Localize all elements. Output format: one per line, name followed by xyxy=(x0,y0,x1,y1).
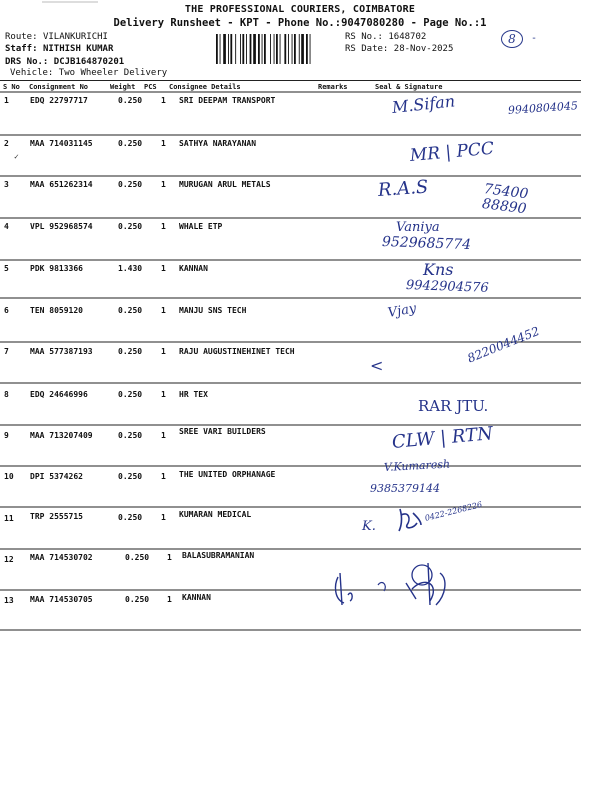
row-10-pcs: 1 xyxy=(161,472,166,481)
row-1-signature: M.Sifan xyxy=(391,91,456,117)
row-13-weight: 0.250 xyxy=(125,595,150,604)
row-6-consignment: TEN 8059120 xyxy=(30,306,83,315)
row-4-pcs: 1 xyxy=(161,222,166,231)
row-2-pcs: 1 xyxy=(161,139,166,148)
row-5-consignment: PDK 9813366 xyxy=(30,264,83,273)
row-4-weight: 0.250 xyxy=(118,222,143,231)
rs-no-value: 1648702 xyxy=(388,32,427,42)
vehicle-label: Vehicle: xyxy=(10,68,54,78)
row-7-signature: < xyxy=(370,356,384,375)
top-smudge xyxy=(40,0,100,6)
row-8-pcs: 1 xyxy=(161,390,166,399)
row-11-scribble xyxy=(395,505,425,533)
row-11-consignee: KUMARAN MEDICAL xyxy=(179,510,252,519)
row-3-consignee: MURUGAN ARUL METALS xyxy=(179,180,271,189)
vehicle-value: Two Wheeler Delivery xyxy=(58,68,168,78)
row-6-pcs: 1 xyxy=(161,306,166,315)
row-1-consignee: SRI DEEPAM TRANSPORT xyxy=(179,96,276,105)
row-4-consignment: VPL 952968574 xyxy=(30,222,93,231)
row-3-weight: 0.250 xyxy=(118,180,143,189)
row-4-sno: 4 xyxy=(4,222,9,231)
row-9-sno: 9 xyxy=(4,431,9,440)
row-3-signature: R.A.S xyxy=(377,176,429,201)
row-9-consignment: MAA 713207409 xyxy=(30,431,93,440)
row-12-sno: 12 xyxy=(4,555,14,564)
row-7-consignment: MAA 577387193 xyxy=(30,347,93,356)
col-consignment: Consignment No xyxy=(29,83,89,91)
row-5-phone: 9942904576 xyxy=(405,278,489,296)
staff-value: NITHISH KUMAR xyxy=(42,44,114,54)
row-1-consignment: EDQ 22797717 xyxy=(30,96,88,105)
row-6-consignee: MANJU SNS TECH xyxy=(179,306,247,315)
row-8-consignee: HR TEX xyxy=(179,390,208,399)
row-11-sno: 11 xyxy=(4,514,14,523)
row-10-consignee: THE UNITED ORPHANAGE xyxy=(179,470,276,479)
col-seal: Seal & Signature xyxy=(375,83,443,91)
row-1-weight: 0.250 xyxy=(118,96,143,105)
row-5-consignee: KANNAN xyxy=(179,264,208,273)
row-8-signature: RAR JTU. xyxy=(418,397,489,415)
row-10-weight: 0.250 xyxy=(118,472,143,481)
rs-no-label: RS No.: xyxy=(345,32,383,42)
row-12-consignment: MAA 714530702 xyxy=(30,553,93,562)
row-6-signature: Vjay xyxy=(386,301,418,321)
row-6-weight: 0.250 xyxy=(118,306,143,315)
rs-date-line xyxy=(345,44,453,54)
route-value: VILANKURICHI xyxy=(42,32,108,42)
row-5-weight: 1.430 xyxy=(118,264,143,273)
row-1-sno: 1 xyxy=(4,96,9,105)
drs-value: DCJB164870201 xyxy=(53,57,125,67)
company-title: THE PROFESSIONAL COURIERS, COIMBATORE xyxy=(184,4,416,15)
row-7-pcs: 1 xyxy=(161,347,166,356)
row-10-phone: 9385379144 xyxy=(370,482,440,495)
row-10-sno: 10 xyxy=(4,472,14,481)
rs-date-label: RS Date: xyxy=(345,44,389,54)
row-5-pcs: 1 xyxy=(161,264,166,273)
row-7-weight: 0.250 xyxy=(118,347,143,356)
row-3-phone: 75400 88890 xyxy=(481,181,530,218)
row-10-consignment: DPI 5374262 xyxy=(30,472,83,481)
row-2-weight: 0.250 xyxy=(118,139,143,148)
drs-label: DRS No.: xyxy=(5,57,49,67)
col-consignee: Consignee Details xyxy=(169,83,241,91)
col-weight: Weight xyxy=(110,83,136,91)
row-2-sno: 2 xyxy=(4,139,9,148)
col-remarks: Remarks xyxy=(318,83,348,91)
row-12-consignee: BALASUBRAMANIAN xyxy=(182,551,255,560)
row-7-consignee: RAJU AUGUSTINEHINET TECH xyxy=(179,347,295,356)
staff-line xyxy=(5,44,113,54)
row-12-weight: 0.250 xyxy=(125,553,150,562)
row-1-phone: 9940804045 xyxy=(507,99,579,117)
route-line xyxy=(5,32,108,42)
check-mark: ✓ xyxy=(14,152,19,161)
row-3-consignment: MAA 651262314 xyxy=(30,180,93,189)
row-9-weight: 0.250 xyxy=(118,431,143,440)
row-11-phone: 0422-2268226 xyxy=(423,499,484,523)
tick-mark: - xyxy=(531,33,538,44)
row-8-consignment: EDQ 24646996 xyxy=(30,390,88,399)
row-2-consignee: SATHYA NARAYANAN xyxy=(179,139,257,148)
col-pcs: PCS xyxy=(144,83,157,91)
row-8-weight: 0.250 xyxy=(118,390,143,399)
row-13-consignee: KANNAN xyxy=(182,593,211,602)
row-11-consignment: TRP 2555715 xyxy=(30,512,83,521)
rs-date-value: 28-Nov-2025 xyxy=(393,44,454,54)
runsheet-subtitle: Delivery Runsheet - KPT - Phone No.:9047080280 - Page No.:1 xyxy=(113,17,487,29)
row-5-signature: Kns xyxy=(423,260,454,279)
row-11-weight: 0.250 xyxy=(118,513,143,522)
row-4-phone: 9529685774 xyxy=(381,234,472,254)
row-8-sno: 8 xyxy=(4,390,9,399)
row-4-signature: Vaniya xyxy=(396,220,440,235)
row-2-consignment: MAA 714031145 xyxy=(30,139,93,148)
row-7-sno: 7 xyxy=(4,347,9,356)
row-11-signature: K. xyxy=(362,519,376,534)
drs-line xyxy=(5,57,124,67)
row-12-scribble xyxy=(330,555,460,610)
rs-no-line xyxy=(345,32,426,42)
barcode xyxy=(215,34,338,64)
row-12-pcs: 1 xyxy=(167,553,172,562)
row-13-pcs: 1 xyxy=(167,595,172,604)
row-9-signature: CLW | RTN xyxy=(391,423,494,453)
row-10-signature: V.Kumaresh xyxy=(383,457,451,474)
row-9-pcs: 1 xyxy=(161,431,166,440)
row-6-sno: 6 xyxy=(4,306,9,315)
row-7-phone: 8220044452 xyxy=(465,323,542,366)
row-2-signature: MR | PCC xyxy=(409,138,495,166)
row-4-consignee: WHALE ETP xyxy=(179,222,223,231)
row-11-pcs: 1 xyxy=(161,513,166,522)
row-3-sno: 3 xyxy=(4,180,9,189)
page-mark-circled: 8 xyxy=(501,30,523,48)
col-sno: S No xyxy=(3,83,20,91)
row-3-pcs: 1 xyxy=(161,180,166,189)
vehicle-line xyxy=(10,68,167,78)
row-9-consignee: SREE VARI BUILDERS xyxy=(179,427,266,436)
row-13-consignment: MAA 714530705 xyxy=(30,595,93,604)
route-label: Route: xyxy=(5,32,38,42)
row-1-pcs: 1 xyxy=(161,96,166,105)
row-5-sno: 5 xyxy=(4,264,9,273)
staff-label: Staff: xyxy=(5,44,38,54)
row-13-sno: 13 xyxy=(4,596,14,605)
